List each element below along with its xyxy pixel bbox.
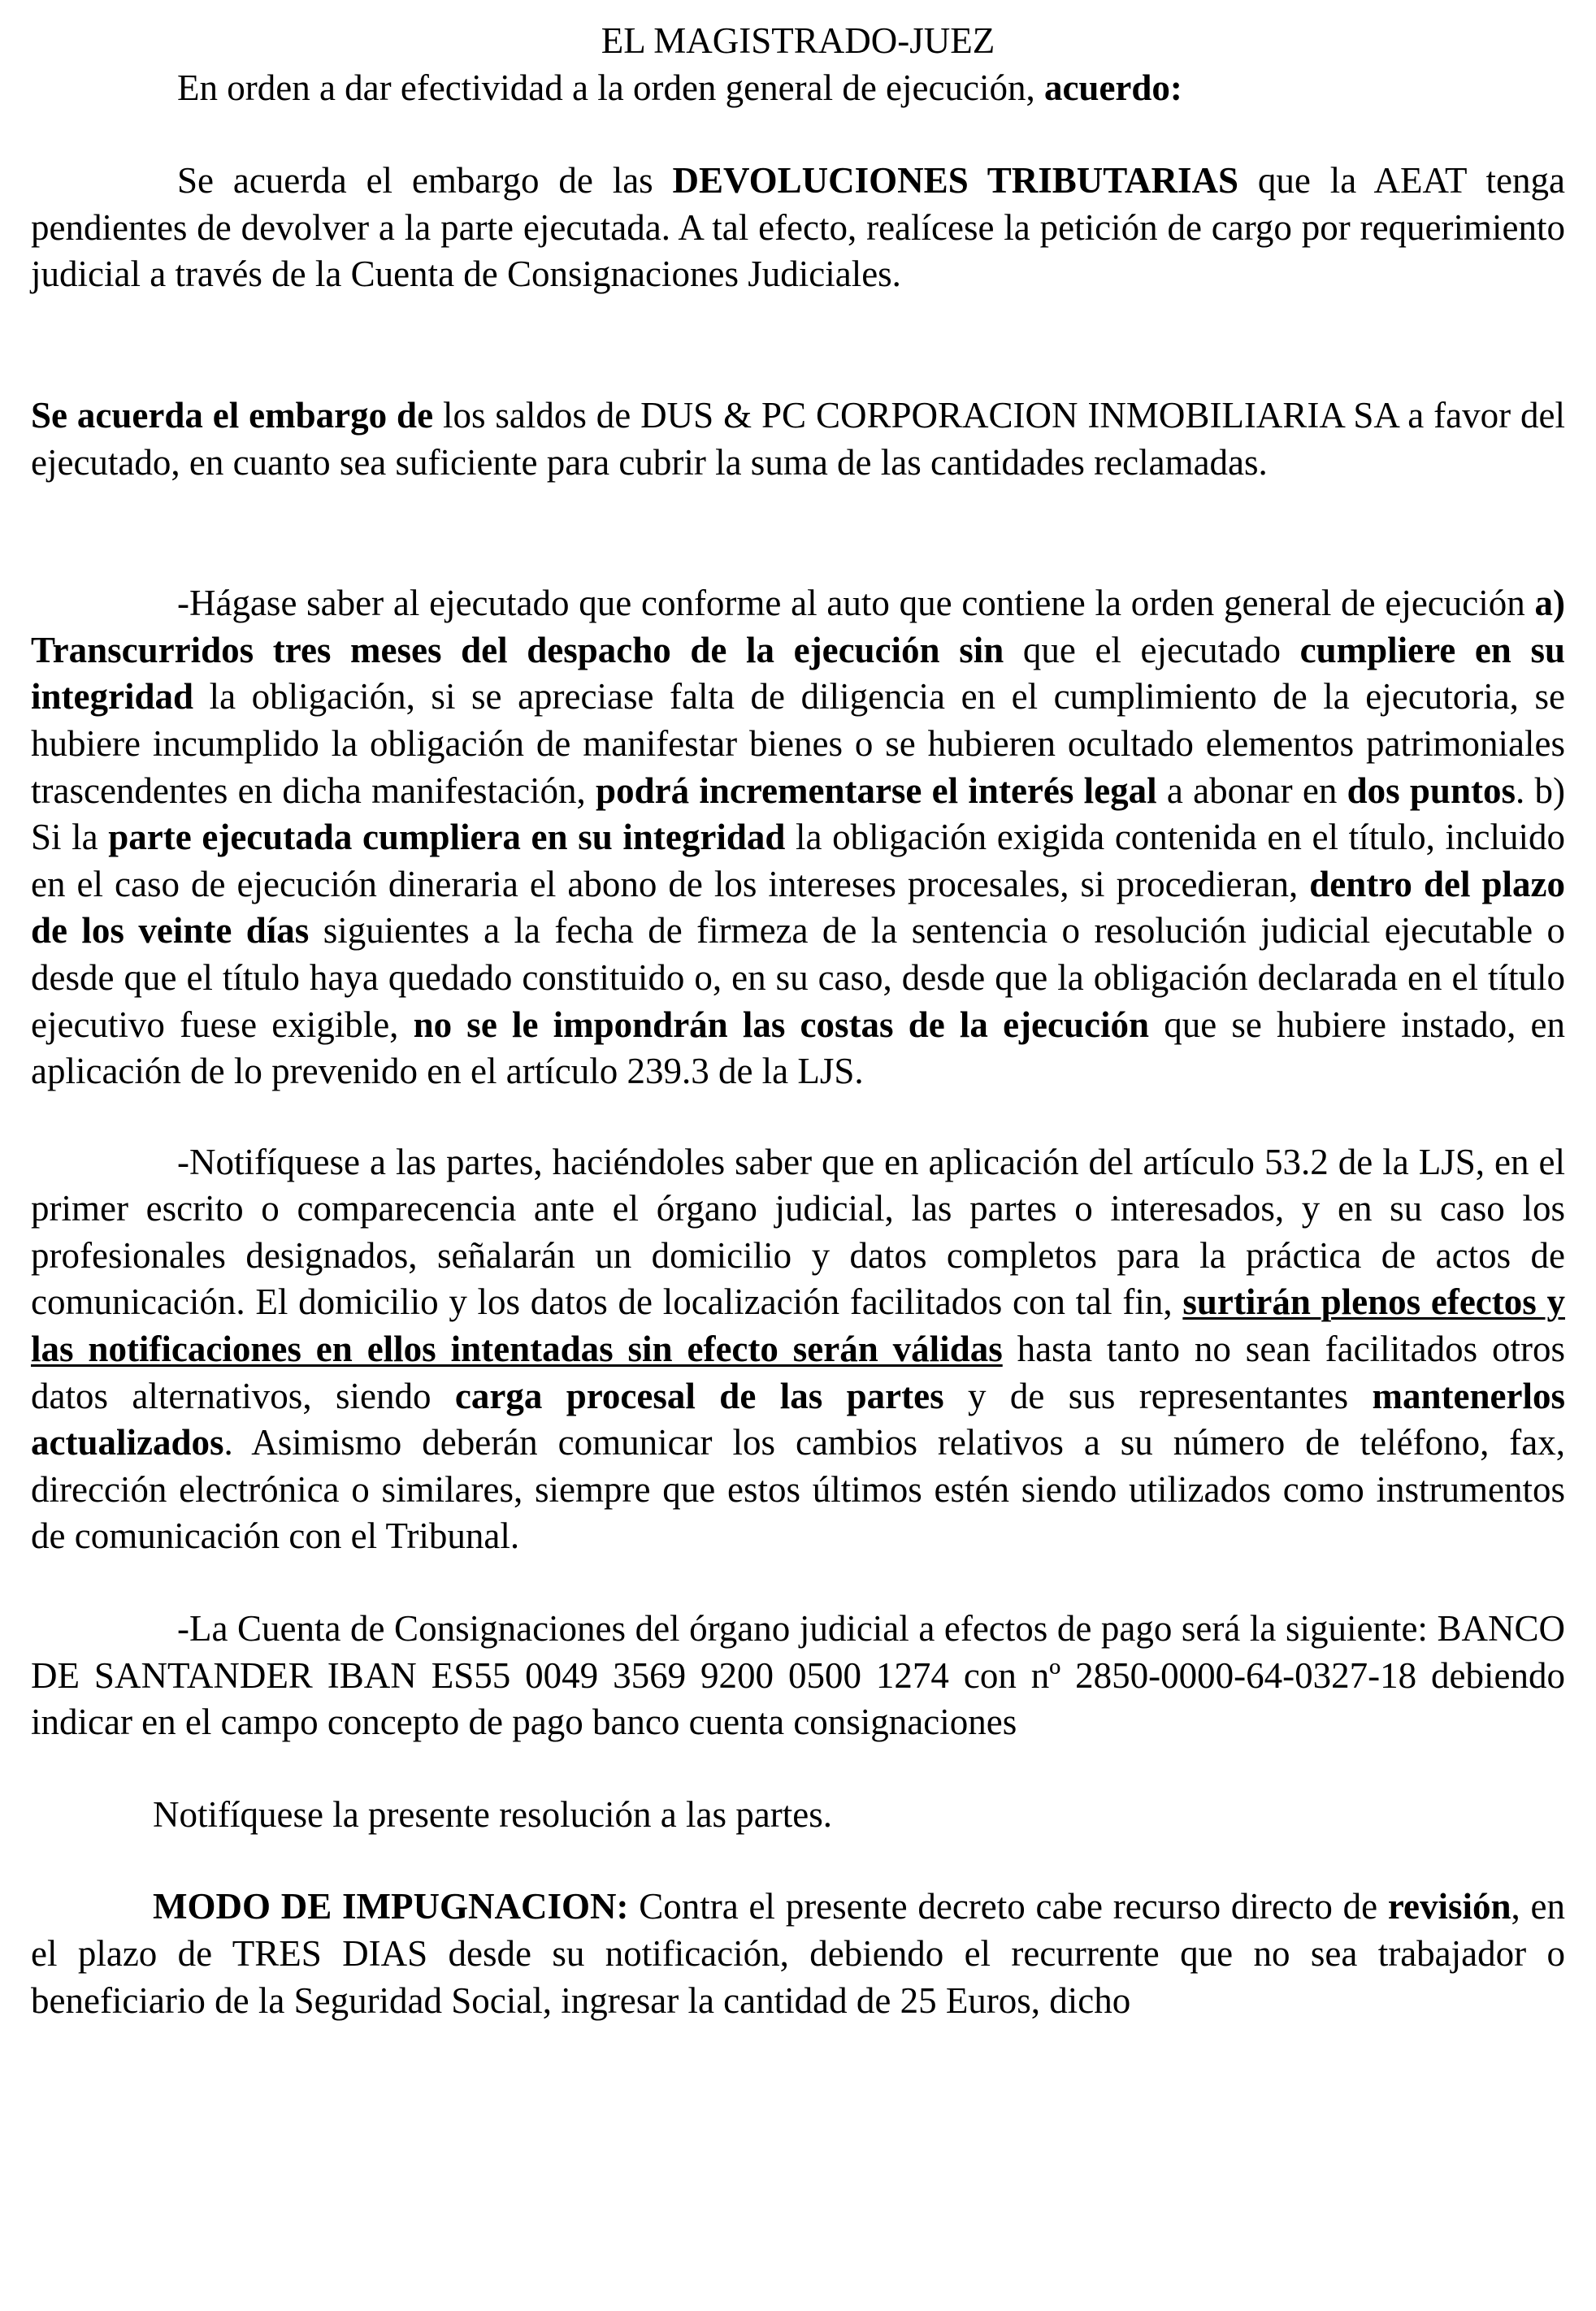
- p3-s8: dos puntos: [1347, 770, 1516, 811]
- p4-s6: mantenerlos actualizados: [31, 1375, 1565, 1463]
- document-page: [31, 18, 1565, 2024]
- p3-s13: siguientes a la fecha de firmeza de la sentencia o resolución judicial ejecutable o desde que el título haya quedado constituido o, en su caso, desde que la obligación declarada en el título ejecutivo fuese exigible,: [31, 910, 1565, 1045]
- p5-text: -La Cuenta de Consignaciones del órgano judicial a efectos de pago será la siguiente: BANCO DE SANTANDER IBAN ES55 0049 3569 9200 0500 1274 con nº 2850-0000-64-0327-18 debiendo indicar en el campo concepto de pago banco cuenta consignaciones: [31, 1608, 1565, 1743]
- p4-s2-underlined: surtirán plenos efectos y las notificaciones en ellos intentadas sin efecto serán válidas: [31, 1281, 1565, 1370]
- p1-bold: DEVOLUCIONES TRIBUTARIAS: [672, 160, 1239, 202]
- p1-text-c: que la AEAT tenga pendientes de devolver a la parte ejecutada. A tal efecto, realícese la petición de cargo por requerimiento judicial a través de la Cuenta de Consignaciones Judiciales.: [31, 160, 1566, 295]
- p4-s3: hasta tanto no sean facilitados otros datos alternativos, siendo: [31, 1329, 1566, 1416]
- p4-s5: y de sus representantes: [943, 1375, 1373, 1416]
- p3-s6: podrá incrementarse el interés legal: [596, 770, 1157, 811]
- p3-s4: cumpliere en su integridad: [31, 629, 1565, 718]
- paragraph-notification-domicile: [31, 1139, 1565, 1560]
- p7-text-b: Contra el presente decreto cabe recurso directo de: [628, 1886, 1388, 1927]
- document-heading: EL MAGISTRADO-JUEZ: [601, 20, 995, 61]
- p7-bold-revision: revisión: [1387, 1886, 1511, 1927]
- p3-s12: dentro del plazo de los veinte días: [31, 863, 1565, 952]
- p3-s11: la obligación exigida contenida en el título, incluido en el caso de ejecución dineraria el abono de los intereses procesales, si procedieran,: [31, 817, 1565, 904]
- p3-s14: no se le impondrán las costas de la ejecución: [413, 1004, 1150, 1045]
- p4-s1: -Notifíquese a las partes, haciéndoles saber que en aplicación del artículo 53.2 de la LJS, en el primer escrito o comparecencia ante el órgano judicial, las partes o interesados, y en su caso los profesionales designados, señalarán un domicilio y datos completos para la práctica de actos de comunicación. El domicilio y los datos de localización facilitados con tal fin,: [31, 1141, 1565, 1323]
- p1-text-a: Se acuerda el embargo de las: [177, 160, 673, 202]
- p7-bold-heading: MODO DE IMPUGNACION:: [153, 1886, 629, 1927]
- order-intro: [31, 65, 1565, 112]
- p4-s4: carga procesal de las partes: [454, 1375, 944, 1416]
- paragraph-tax-refund-seizure: [31, 158, 1565, 298]
- order-intro-bold: acuerdo:: [1043, 67, 1182, 108]
- p6-text: Notifíquese la presente resolución a las partes.: [153, 1793, 832, 1835]
- paragraph-bank-account: [31, 1606, 1565, 1746]
- p3-s2: a) Transcurridos tres meses del despacho de la ejecución sin: [31, 583, 1565, 670]
- p2-text: los saldos de DUS & PC CORPORACION INMOBILIARIA SA a favor del ejecutado, en cuanto sea suficiente para cubrir la suma de las cantidades reclamadas.: [31, 394, 1565, 483]
- paragraph-balance-seizure: [31, 392, 1565, 486]
- p3-s1: -Hágase saber al ejecutado que conforme al auto que contiene la orden general de ejecución: [177, 583, 1535, 624]
- paragraph-notify-parties: [31, 1792, 1565, 1839]
- p3-s9: . b) Si la: [31, 770, 1565, 858]
- p2-bold: Se acuerda el embargo de: [31, 394, 434, 436]
- p3-s3: que el ejecutado: [1004, 629, 1300, 670]
- paragraph-execution-notice: [31, 580, 1565, 1095]
- p3-s15: que se hubiere instado, en aplicación de lo prevenido en el artículo 239.3 de la LJS.: [31, 1004, 1566, 1092]
- paragraph-challenge-mode: [31, 1884, 1565, 2024]
- p3-s10: parte ejecutada cumpliera en su integridad: [108, 817, 786, 858]
- p7-text-d: , en el plazo de TRES DIAS desde su notificación, debiendo el recurrente que no sea trabajador o beneficiario de la Seguridad Social, ingresar la cantidad de 25 Euros, dicho: [31, 1886, 1565, 2021]
- p3-s7: a abonar en: [1156, 770, 1347, 811]
- order-intro-text: En orden a dar efectividad a la orden general de ejecución,: [177, 67, 1044, 108]
- p3-s5: la obligación, si se apreciase falta de diligencia en el cumplimiento de la ejecutoria, se hubiere incumplido la obligación de manifestar bienes o se hubieren ocultado elementos patrimoniales trascendentes en dicha manifestación,: [31, 676, 1565, 811]
- p4-s7: . Asimismo deberán comunicar los cambios relativos a su número de teléfono, fax, dirección electrónica o similares, siempre que estos últimos estén siendo utilizados como instrumentos de comunicación con el Tribunal.: [31, 1422, 1565, 1557]
